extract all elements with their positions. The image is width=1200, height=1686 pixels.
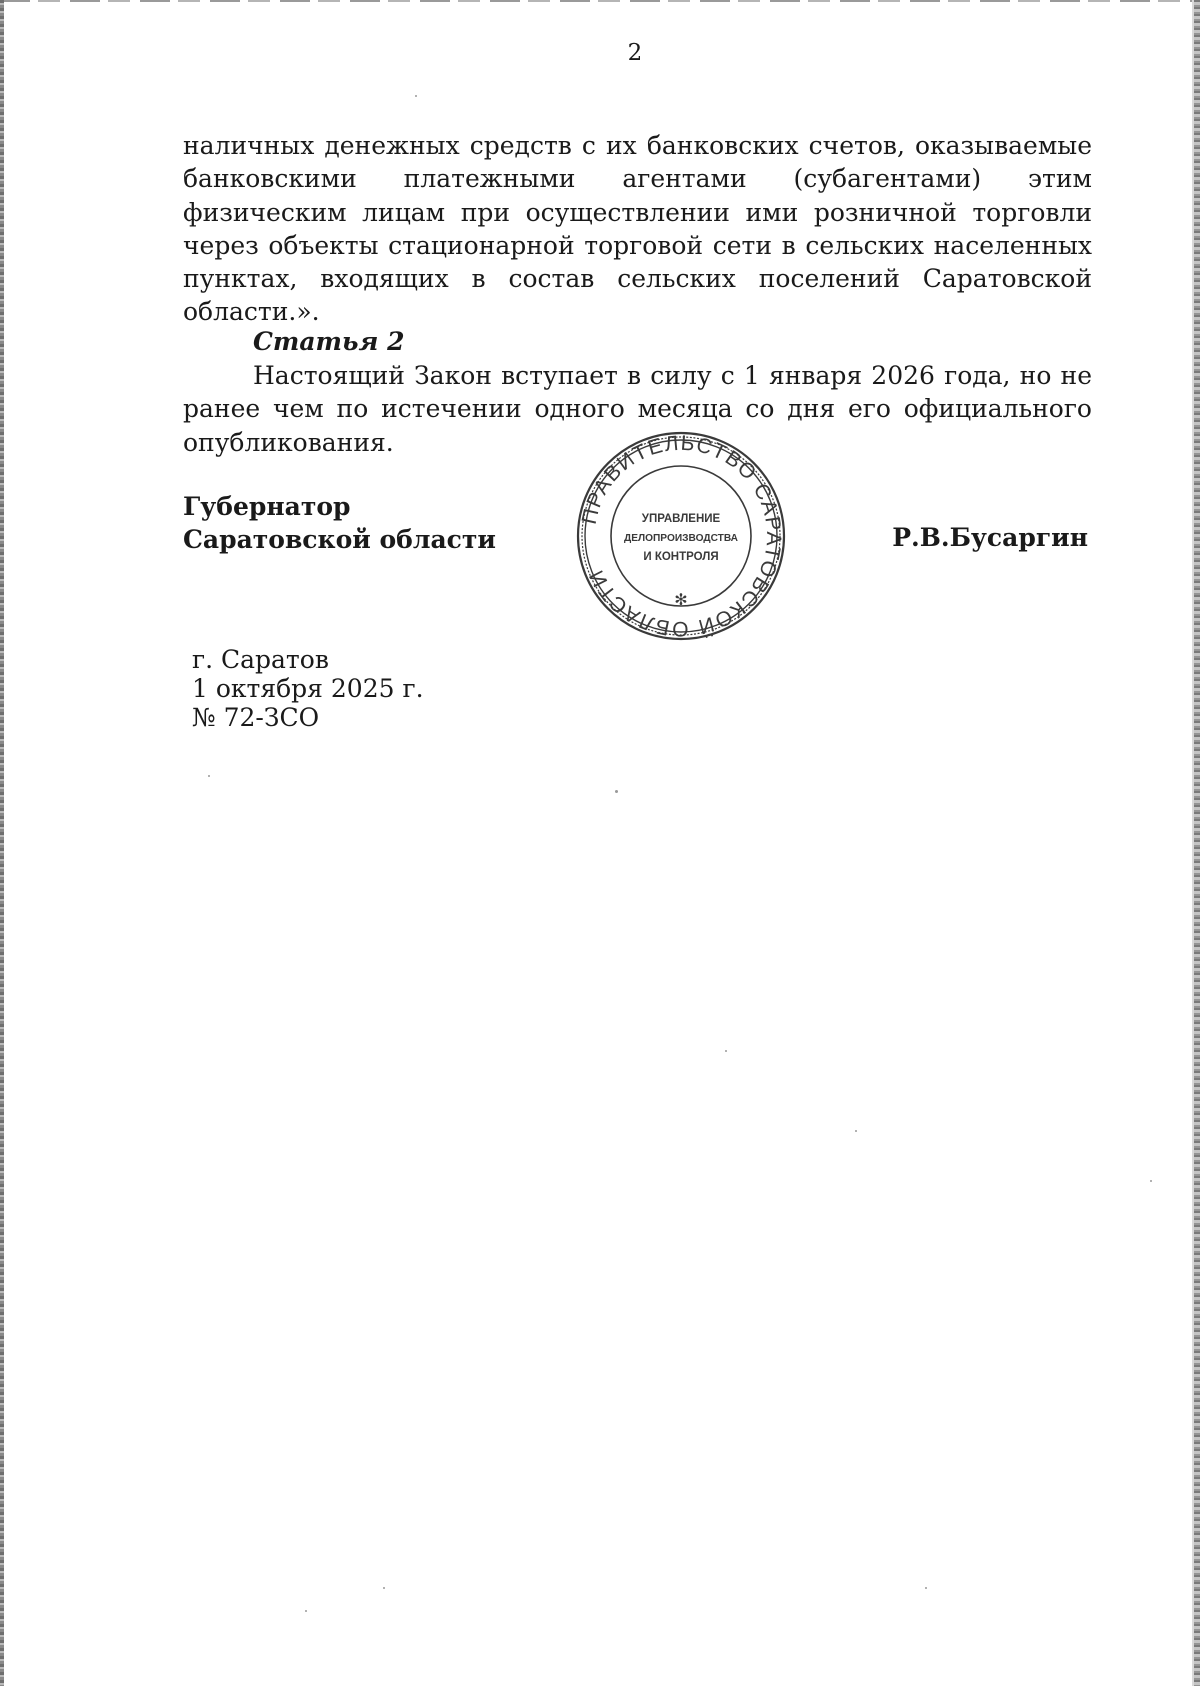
scan-speck: [305, 1610, 307, 1612]
signatory-title-line-2: Саратовской области: [183, 525, 496, 554]
signatory-title: [183, 490, 496, 556]
scan-edge-top: [0, 0, 1200, 2]
scan-edge-right: [1194, 0, 1200, 1686]
scan-edge-left: [0, 0, 4, 1686]
article-heading: Статья 2: [253, 327, 405, 356]
scan-speck: [855, 1130, 857, 1132]
seal-star-icon: ✻: [674, 590, 688, 609]
signatory-title-line-1: Губернатор: [183, 492, 351, 521]
page-number: 2: [627, 40, 643, 66]
seal-inner-line-3: И КОНТРОЛЯ: [643, 551, 719, 563]
official-seal-graphic: [575, 430, 787, 642]
scan-speck: [383, 1587, 385, 1589]
signatory-name: Р.В.Бусаргин: [892, 523, 1088, 552]
official-seal: [575, 430, 787, 642]
scan-speck: [208, 775, 210, 777]
place-city: г. Саратов: [192, 645, 329, 674]
seal-inner-line-2: ДЕЛОПРОИЗВОДСТВА: [624, 532, 739, 544]
article-text: Настоящий Закон вступает в силу с 1 января 2026 года, но не ранее чем по истечении одного месяца со дня его официального опубликования.: [183, 361, 1092, 457]
place-date: 1 октября 2025 г.: [192, 674, 424, 703]
place-date-number: [192, 645, 424, 732]
scan-speck: [415, 95, 417, 97]
scan-speck: [725, 1050, 727, 1052]
law-number: № 72-ЗСО: [192, 703, 320, 732]
scan-speck: [925, 1587, 927, 1589]
paragraph-continuation: наличных денежных средств с их банковских счетов, оказываемые банковскими платежными агентами (субагентами) этим физическим лицам при осуществлении ими розничной торговли через объекты стационарной торговой сети в сельских населенных пунктах, входящих в состав сельских поселений Саратовской области.».: [183, 131, 1092, 327]
scan-speck: [1150, 1180, 1152, 1182]
scan-speck: [615, 790, 618, 793]
seal-outer-text: ПРАВИТЕЛЬСТВО САРАТОВСКОЙ ОБЛАСТИ: [577, 431, 786, 641]
seal-inner-line-1: УПРАВЛЕНИЕ: [641, 513, 721, 525]
